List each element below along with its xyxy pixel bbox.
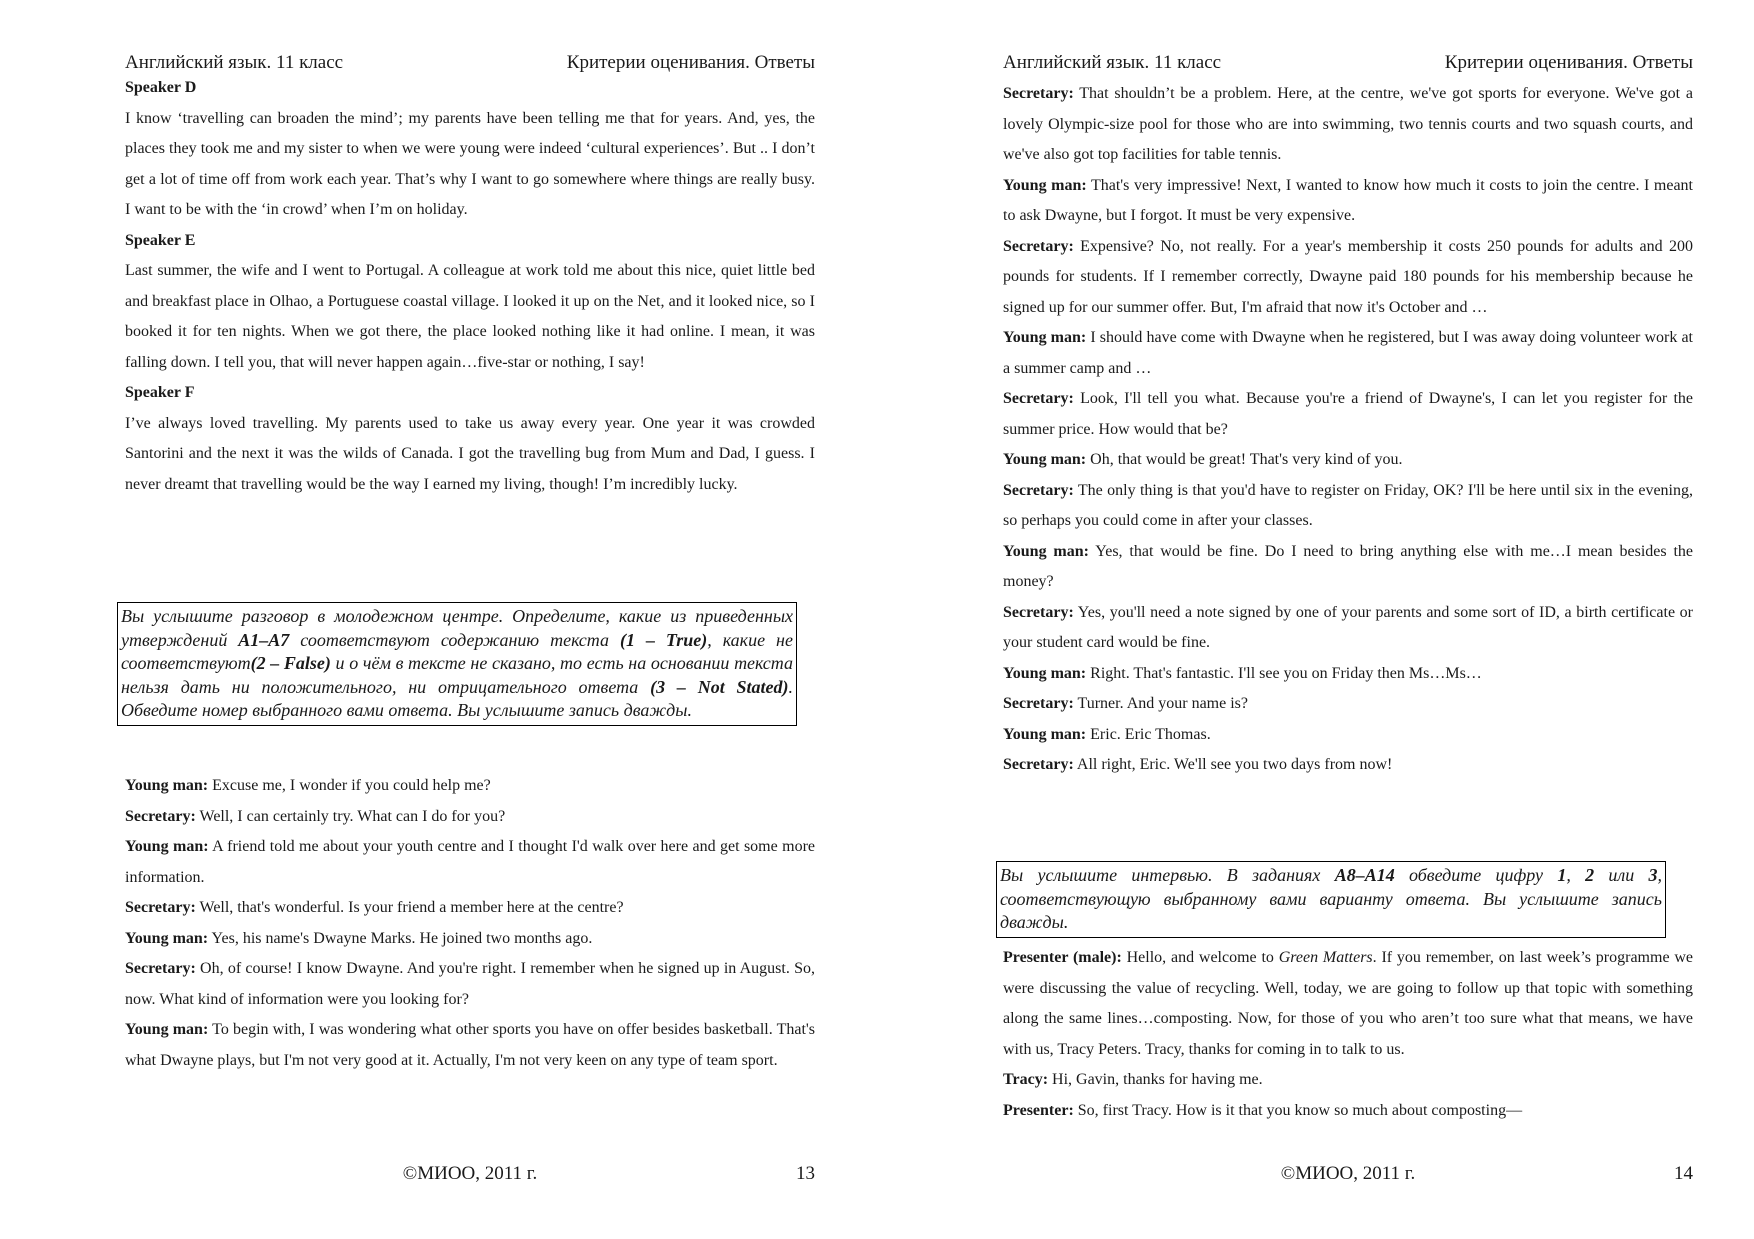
dialogue-line [1003,537,1693,598]
line-text: To begin with, I was wondering what other sports you have on offer besides basketball. That's what Dwayne plays, but I'm not very good at it. Actually, I'm not very keen on any type of team sport. [125,1021,816,1069]
speaker-text: Last summer, the wife and I went to Portugal. A colleague at work told me about this nice, quiet little bed and breakfast place in Olhao, a Portuguese coastal village. I looked it up on the Net, and it looked nice, so I booked it for ten nights. When we got there, the place looked nothing like it had online. I mean, it was falling down. I tell you, that will never happen again…five-star or nothing, I say! [125,262,815,371]
dialogue-line [1003,720,1693,751]
speaker-label: Secretary: [125,899,196,916]
task-text: , [1566,865,1586,885]
line-text: I should have come with Dwayne when he registered, but I was away doing volunteer work at a summer camp and … [1003,329,1693,377]
speaker-label: Secretary: [1003,756,1074,773]
dialogue-line [125,1015,815,1076]
interview-section [1003,943,1693,1126]
line-text: Well, that's wonderful. Is your friend a member here at the centre? [195,899,624,916]
speaker-text: I’ve always loved travelling. My parents used to take us away every year. One year it was crowded Santorini and the next it was the wilds of Canada. I got the travelling bug from Mum and Dad, I guess. I never dreamt that travelling would be the way I earned my living, though! I’m incredibly lucky. [125,414,815,493]
dialogue-line [1003,323,1693,384]
dialogue-line [125,832,815,893]
speakers-section [125,73,815,500]
dialogue-line [125,893,815,924]
speaker-label: Presenter: [1003,1101,1074,1119]
speaker-label: Young man: [1003,542,1089,560]
page-footer [1003,1163,1693,1189]
task-text: Вы услышите интервью. В заданиях [1000,865,1335,885]
task-text: Вы услышите разговор в молодежном центре. Определите, какие из приведенных утверждений [121,606,793,650]
dialogue-line [1003,943,1693,1065]
line-text: Yes, his name's Dwayne Marks. He joined two months ago. [208,929,593,947]
dialogue-line [1003,659,1693,690]
line-text: That's very impressive! Next, I wanted to know how much it costs to join the centre. I meant to ask Dwayne, but I forgot. It must be very expensive. [1003,176,1693,224]
speaker-heading: Speaker D [125,79,197,96]
task-range: А1–А7 [238,629,290,650]
dialogue-line [1003,445,1693,476]
dialogue-line [1003,1096,1693,1127]
task-text: . Обведите номер выбранного вами ответа. Вы услышите запись дважды. [121,676,793,720]
dialogue-section [125,771,815,1076]
speaker-label: Presenter (male): [1003,949,1122,966]
line-text: That shouldn’t be a problem. Here, at the centre, we've got sports for everyone. We've got a lovely Olympic-size pool for those who are into swimming, two tennis courts and two squash courts, and we've also got top facilities for table tennis. [1003,85,1693,163]
line-text: Oh, of course! I know Dwayne. And you're right. I remember when he signed up in August. So, now. What kind of information were you looking for? [125,960,815,1008]
dialogue-line [1003,384,1693,445]
task-option-not-stated: (3 – Not Stated) [650,676,789,697]
line-text: . If you remember, on last week’s programme we were discussing the value of recycling. Well, today, we are going to follow up that topic with something along the same lines…composting. Now, for those of you who aren’t too sure what that means, we have with us, Tracy Peters. Tracy, thanks for coming in to talk to us. [1003,949,1694,1058]
dialogue-line [1003,689,1693,720]
line-text: Turner. And your name is? [1073,695,1248,712]
speaker-label: Young man: [1003,451,1087,468]
task-text: и о чём в тексте не сказано, то есть на основании текста нельзя дать ни положительного, ни отрицательного ответа [121,653,793,697]
dialogue-line [1003,171,1693,232]
speaker-label: Young man: [1003,176,1087,194]
speaker-label: Young man: [1003,725,1087,743]
task-range: А8–А14 [1334,865,1395,885]
speaker-label: Young man: [125,929,209,947]
line-text: Expensive? No, not really. For a year's membership it costs 250 pounds for adults and 200 pounds for students. If I remember correctly, Dwayne paid 180 pounds for his membership because he signed up for our summer offer. But, I'm afraid that now it's October and … [1003,237,1693,316]
page-footer [125,1163,815,1189]
dialogue-line [1003,232,1693,324]
speaker-label: Secretary: [125,807,196,825]
header-subject: Английский язык. 11 класс [125,52,344,73]
dialogue-section [1003,79,1693,781]
right-page [1000,0,1694,1239]
footer-copyright: ©МИОО, 2011 г. [1280,1163,1416,1184]
page-header [1003,52,1693,76]
task-option-false: (2 – False) [250,653,331,673]
line-text: Right. That's fantastic. I'll see you on Friday then Ms…Ms… [1086,664,1482,682]
line-text: Eric. Eric Thomas. [1086,725,1211,743]
dialogue-line [125,802,815,833]
line-text: Well, I can certainly try. What can I do for you? [195,807,506,825]
speaker-label: Young man: [1003,329,1087,346]
line-text: So, first Tracy. How is it that you know so much about composting— [1073,1101,1523,1119]
speaker-label: Secretary: [1003,695,1074,712]
task-text: соответствуют содержанию текста [289,629,620,650]
page-number: 13 [796,1163,815,1184]
line-text: Excuse me, I wonder if you could help me? [208,777,491,794]
dialogue-line [1003,476,1693,537]
line-text: Look, I'll tell you what. Because you're a friend of Dwayne's, I can let you register for the summer price. How would that be? [1003,390,1693,438]
task-instructions-box [117,602,797,726]
speaker-label: Secretary: [1003,390,1074,407]
line-text: Yes, that would be fine. Do I need to bring anything else with me…I mean besides the money? [1003,542,1693,590]
dialogue-line [1003,79,1693,171]
task-text: , какие не соответствуют [121,629,793,673]
task-text: или [1594,865,1649,885]
task-text: , соответствующую выбранному вами варианту ответа. Вы услышите запись дважды. [1000,865,1663,932]
line-text: The only thing is that you'd have to register on Friday, OK? I'll be here until six in the evening, so perhaps you could come in after your classes. [1003,481,1693,529]
dialogue-line [1003,1065,1693,1096]
line-text: A friend told me about your youth centre and I thought I'd walk over here and get some more information. [125,838,815,886]
header-subject: Английский язык. 11 класс [1003,52,1222,73]
speaker-label: Tracy: [1003,1071,1049,1088]
header-section: Критерии оценивания. Ответы [566,52,815,73]
dialogue-line [1003,750,1693,781]
speaker-label: Secretary: [1003,603,1074,621]
speaker-heading: Speaker F [125,384,195,401]
speaker-heading: Speaker E [125,231,196,249]
line-text: Yes, you'll need a note signed by one of your parents and some sort of ID, a birth certificate or your student card would be fine. [1003,603,1693,651]
speaker-label: Secretary: [1003,85,1074,102]
line-text: All right, Eric. We'll see you two days from now! [1073,756,1393,773]
speaker-label: Young man: [1003,664,1087,682]
interview-lines [1003,1065,1693,1126]
page-number: 14 [1674,1163,1693,1184]
speaker-label: Secretary: [1003,481,1074,499]
speaker-label: Young man: [125,838,209,855]
line-text: Hello, and welcome to [1121,949,1279,966]
speaker-label: Young man: [125,777,209,794]
task-option: 3 [1648,865,1658,885]
task-option: 1 [1557,865,1567,885]
header-section: Критерии оценивания. Ответы [1444,52,1693,73]
dialogue-line [1003,598,1693,659]
speaker-label: Secretary: [1003,237,1074,255]
task-instructions-box [996,861,1666,938]
dialogue-line [125,954,815,1015]
show-title: Green Matters [1278,949,1373,966]
left-page [121,0,816,1239]
task-option-true: (1 – True) [619,629,708,650]
task-option: 2 [1585,865,1595,885]
dialogue-line [125,924,815,955]
line-text: Oh, that would be great! That's very kind of you. [1086,451,1403,468]
footer-copyright: ©МИОО, 2011 г. [402,1163,538,1184]
dialogue-line [125,771,815,802]
speaker-text: I know ‘travelling can broaden the mind’; my parents have been telling me that for years. And, yes, the places they took me and my sister to when we were young were indeed ‘cultural experiences’. But .. I don’t get a lot of time off from work each year. That’s why I want to go somewhere where things are really busy. I want to be with the ‘in crowd’ when I’m on holiday. [125,109,815,218]
speaker-label: Young man: [125,1021,209,1038]
line-text: Hi, Gavin, thanks for having me. [1048,1071,1263,1088]
speaker-label: Secretary: [125,960,196,977]
task-text: обведите цифру [1394,865,1558,885]
